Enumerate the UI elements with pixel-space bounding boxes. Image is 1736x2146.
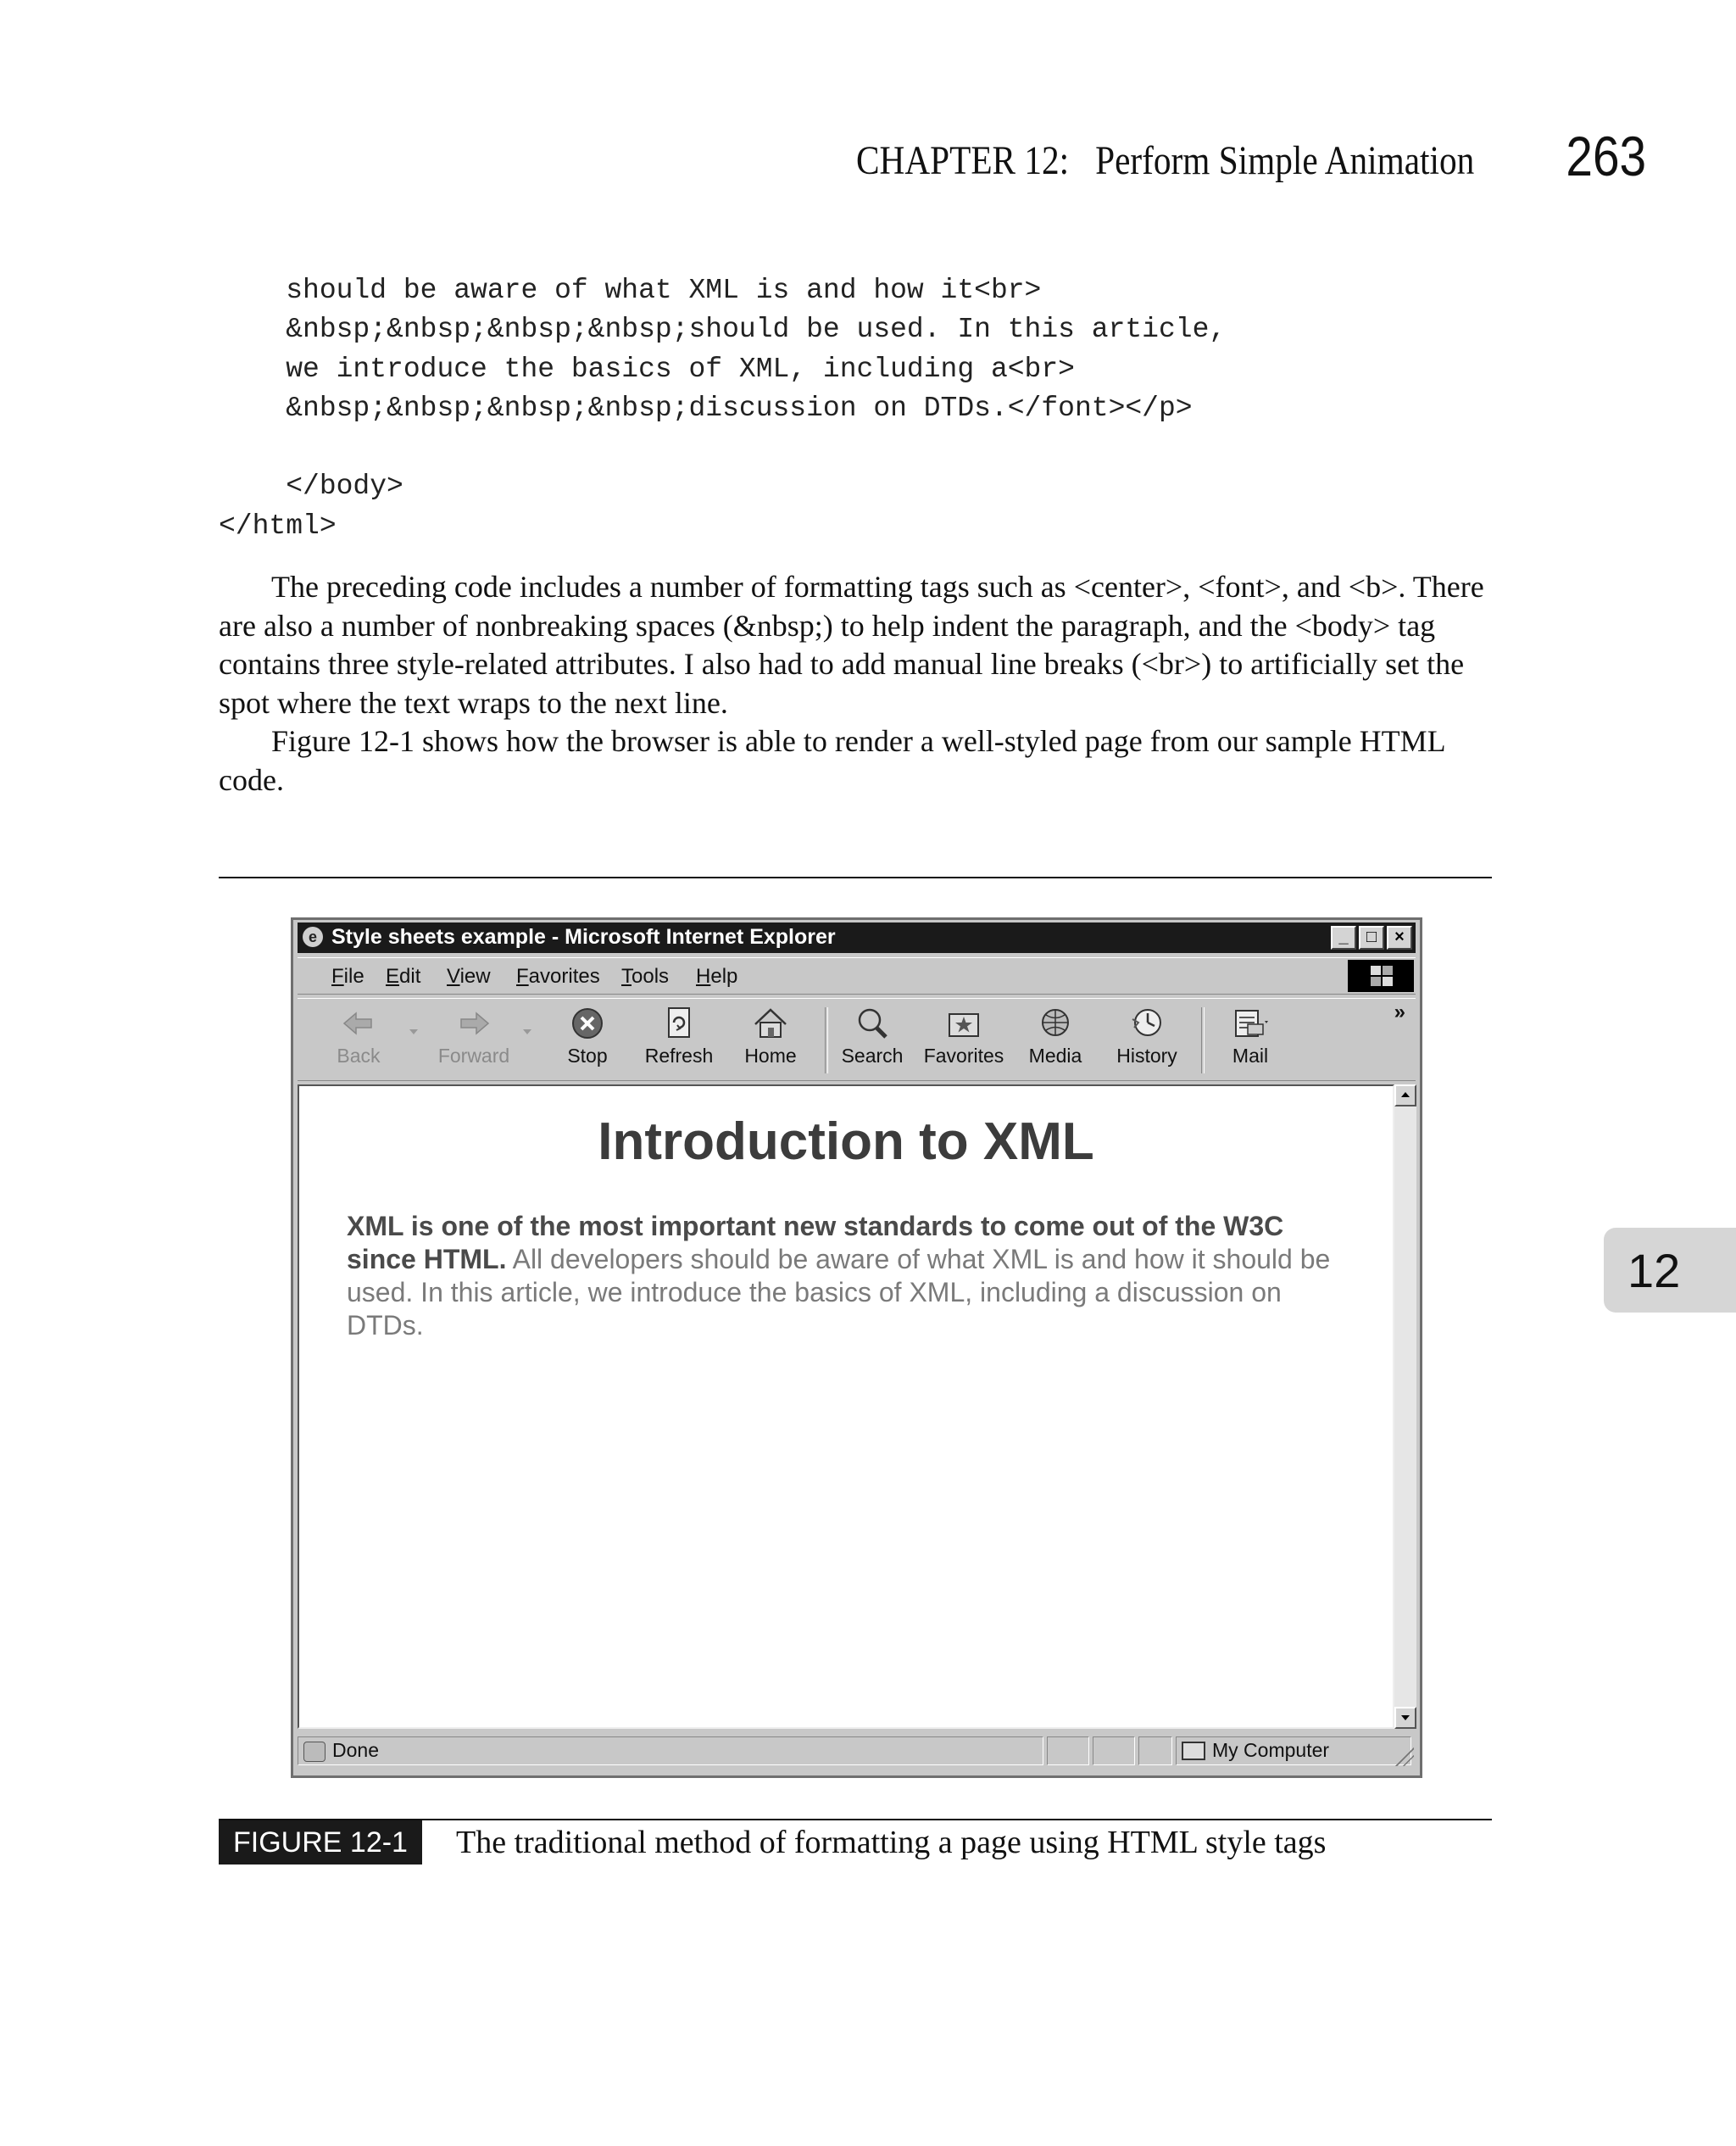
- history-clock-icon: [1127, 1004, 1166, 1043]
- mail-button[interactable]: [1208, 1004, 1293, 1067]
- zone-text: My Computer: [1212, 1739, 1330, 1761]
- status-cell: [1047, 1736, 1089, 1765]
- mail-icon: [1231, 1004, 1270, 1043]
- back-label: Back: [337, 1045, 381, 1067]
- menu-view[interactable]: View: [447, 965, 491, 988]
- back-arrow-icon: [339, 1004, 378, 1043]
- toolbar: [298, 998, 1416, 1081]
- close-button[interactable]: ×: [1387, 926, 1412, 950]
- window-title: Style sheets example - Microsoft Internet Explorer: [331, 925, 836, 949]
- menu-favorites[interactable]: Favorites: [516, 965, 600, 988]
- mail-label: Mail: [1232, 1045, 1269, 1067]
- code-line: should be aware of what XML is and how it<br>: [219, 275, 1042, 306]
- title-bar: [298, 923, 1416, 953]
- code-line: &nbsp;&nbsp;&nbsp;&nbsp;discussion on DTDs.</font></p>: [219, 392, 1193, 424]
- forward-dropdown-icon[interactable]: [523, 1029, 531, 1034]
- media-label: Media: [1028, 1045, 1082, 1067]
- back-button[interactable]: [316, 1004, 401, 1067]
- refresh-icon: [659, 1004, 698, 1043]
- favorites-star-icon: [944, 1004, 983, 1043]
- vertical-scrollbar[interactable]: [1394, 1084, 1416, 1729]
- scroll-down-button[interactable]: [1394, 1707, 1416, 1729]
- toolbar-separator: [1201, 1007, 1205, 1073]
- menu-help[interactable]: Help: [696, 965, 738, 988]
- running-header: [856, 127, 1653, 195]
- code-line: </html>: [219, 510, 337, 542]
- code-line: &nbsp;&nbsp;&nbsp;&nbsp;should be used. In this article,: [219, 314, 1227, 346]
- figure-label: FIGURE 12-1: [219, 1820, 422, 1865]
- menu-edit[interactable]: Edit: [386, 965, 421, 988]
- ie-logo-icon: e: [303, 927, 323, 947]
- code-line: </body>: [219, 471, 403, 503]
- chapter-tab-number: 12: [1628, 1244, 1681, 1297]
- figure-top-rule: [219, 877, 1492, 878]
- media-button[interactable]: [1013, 1004, 1098, 1067]
- search-icon: [853, 1004, 892, 1043]
- status-cell: [1093, 1736, 1135, 1765]
- chapter-title: Perform Simple Animation: [1095, 138, 1475, 183]
- search-label: Search: [841, 1045, 904, 1067]
- page-paragraph: [347, 1210, 1347, 1342]
- home-button[interactable]: [728, 1004, 813, 1067]
- status-text: Done: [332, 1739, 379, 1761]
- page-viewport: [298, 1084, 1394, 1729]
- stop-button[interactable]: [545, 1004, 630, 1067]
- media-globe-icon: [1036, 1004, 1075, 1043]
- body-paragraph-1: The preceding code includes a number of formatting tags such as <center>, <font>, and <b>. There are also a number of nonbreaking spaces (&nbsp;) to help indent the paragraph, and the <body> tag contains three style-related attributes. I also had to add manual line breaks (<br>) to artificially set the spot where the text wraps to the next line.: [219, 570, 1484, 720]
- chapter-heading: [856, 137, 1474, 184]
- stop-icon: [568, 1004, 607, 1043]
- figure-caption: The traditional method of formatting a page using HTML style tags: [456, 1825, 1327, 1860]
- menu-file[interactable]: File: [331, 965, 364, 988]
- home-icon: [751, 1004, 790, 1043]
- history-button[interactable]: [1104, 1004, 1189, 1067]
- resize-grip-icon[interactable]: [1395, 1747, 1414, 1766]
- menu-tools[interactable]: Tools: [621, 965, 670, 988]
- page-normal-text: All developers should be aware of what XML is and how it should be used. In this article, we introduce the basics of XML, including a discussion on DTDs.: [347, 1244, 1331, 1341]
- computer-icon: [1182, 1742, 1205, 1760]
- body-paragraph-2: Figure 12-1 shows how the browser is able to render a well-styled page from our sample HTML code.: [219, 724, 1445, 797]
- maximize-button[interactable]: □: [1359, 926, 1384, 950]
- refresh-button[interactable]: [637, 1004, 721, 1067]
- favorites-label: Favorites: [923, 1045, 1004, 1067]
- toolbar-separator: [825, 1007, 828, 1073]
- page-status-icon: [303, 1742, 326, 1762]
- window-controls: [1331, 926, 1412, 950]
- browser-window: [291, 917, 1422, 1778]
- refresh-label: Refresh: [644, 1045, 714, 1067]
- search-button[interactable]: [830, 1004, 915, 1067]
- forward-button[interactable]: [431, 1004, 516, 1067]
- home-label: Home: [744, 1045, 797, 1067]
- favorites-button[interactable]: [921, 1004, 1006, 1067]
- chapter-number: CHAPTER 12:: [856, 138, 1070, 183]
- chapter-thumb-tab: [1604, 1228, 1736, 1313]
- windows-flag-icon: [1348, 960, 1414, 992]
- forward-label: Forward: [437, 1045, 510, 1067]
- forward-arrow-icon: [454, 1004, 493, 1043]
- code-listing: [219, 271, 1226, 546]
- page-heading: Introduction to XML: [598, 1112, 1094, 1171]
- scroll-up-button[interactable]: [1394, 1084, 1416, 1106]
- body-text: [219, 568, 1499, 800]
- status-panel: [298, 1736, 1043, 1765]
- page-number: 263: [1566, 125, 1646, 187]
- security-zone: [1176, 1736, 1411, 1765]
- status-cell: [1138, 1736, 1172, 1765]
- status-bar: [298, 1734, 1416, 1768]
- code-line: we introduce the basics of XML, including a<br>: [219, 353, 1075, 385]
- history-label: History: [1116, 1045, 1177, 1067]
- menu-bar: [298, 957, 1416, 995]
- stop-label: Stop: [567, 1045, 608, 1067]
- toolbar-overflow-chevron-icon[interactable]: »: [1394, 1001, 1405, 1023]
- back-dropdown-icon[interactable]: [409, 1029, 418, 1034]
- minimize-button[interactable]: _: [1331, 926, 1356, 950]
- page-bold-text: XML is one of the most important new standards to come out of the W3C since HTML.: [347, 1211, 1284, 1274]
